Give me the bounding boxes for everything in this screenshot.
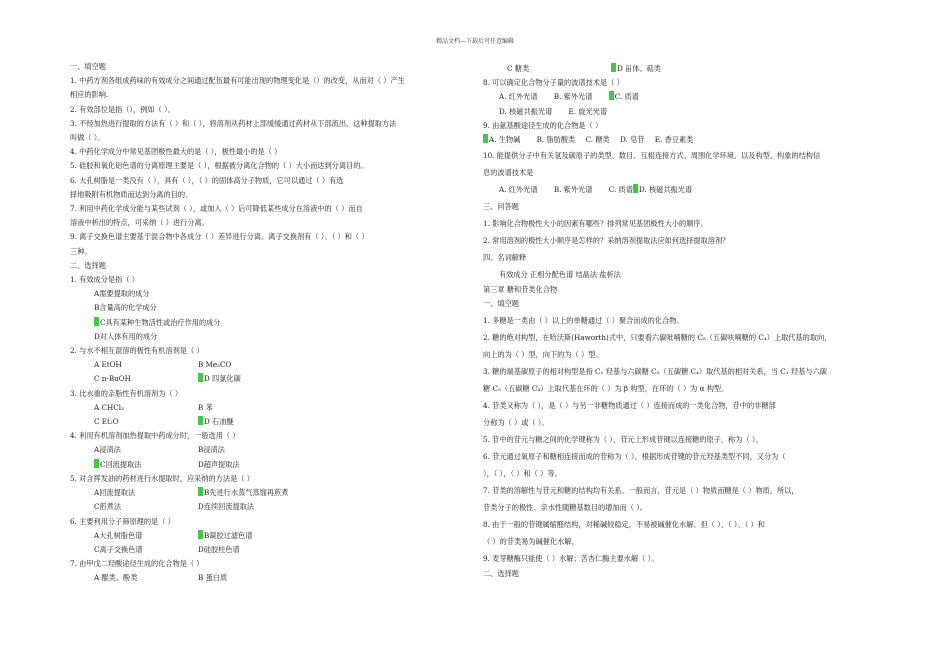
- choice-8-option-b: B. 紫外光谱: [553, 92, 593, 102]
- choice-3-option-b: B 苯: [198, 402, 213, 412]
- choice-1-option-d: D对人体有用的成分: [94, 331, 158, 341]
- option-text: B先进行水蒸气蒸馏再煎煮: [204, 488, 289, 498]
- question-1-line-1: 1. 中药方剂各组成药味的有效成分之间通过配伍最有可能出现的物理变化是（）的改变，从而对（ ）产生: [70, 76, 405, 86]
- choice-6-option-a: A大孔树脂色谱: [94, 530, 143, 540]
- question-4: 4. 中药化学成分中常见基团极性最大的是（ ），极性最小的是（ ）: [70, 147, 282, 157]
- choice-1-option-b: B含量高的化学成分: [94, 303, 157, 313]
- option-text: C回流提取法: [100, 459, 142, 469]
- ch3-question-8-line-2: （ ）的苷类易为碱催化水解。: [483, 536, 579, 546]
- chapter-3-section-choice: 二、选择题: [483, 568, 519, 578]
- choice-5-stem: 5. 对含挥发油的药材进行水提取时，应采纳的方法是（ ）: [70, 473, 254, 483]
- question-7-line-2: 溶液中析出的特点，可采纳（ ）进行分离。: [70, 218, 209, 228]
- choice-5-options-row-1: [70, 486, 468, 500]
- choice-10-stem-line-1: 10. 能提供分子中有关氢及碳原子的类型、数目、互相连接方式、周围化学环境、以及构型、构象的结构信: [483, 151, 821, 161]
- choice-4-options-row-2: [70, 458, 468, 472]
- choice-9-options: [483, 133, 883, 147]
- choice-7-stem: 7. 由甲戊二羟酸途径生成的化合物是（ ）: [70, 559, 204, 569]
- choice-10-option-a: A. 红外光谱: [499, 185, 538, 195]
- question-5: 5. 硅胶和氧化铝色谱的分离原理主要是（ ），根据被分离化合物的（ ）大小而达到分离目的。: [70, 161, 368, 171]
- choice-5-option-a: A回流提取法: [94, 488, 136, 498]
- choice-6-option-c: C离子交换色谱: [94, 544, 143, 554]
- chapter-3-title: 第三章 糖和苷类化合物: [483, 285, 558, 295]
- choice-2-option-c: C n-BuOH: [94, 374, 131, 384]
- choice-7-option-c: C 糖类: [507, 64, 530, 73]
- choice-8-option-e: E. 旋光光谱: [568, 106, 608, 116]
- ch3-question-9: 9. 麦芽糖酶只能使（ ）水解；苦杏仁酶主要水解（ ）。: [483, 553, 659, 563]
- question-6-line-1: 6. 大孔树脂是一类没有（ ），具有（ ），（ ）的固体高分子物质，它可以通过（ ）有选: [70, 175, 344, 185]
- choice-8-option-c: C. 质谱: [614, 92, 639, 102]
- choice-8-options-row-2: [483, 105, 883, 119]
- answer-highlight-icon: [483, 134, 488, 143]
- ch3-question-2-line-1: 2. 糖的绝对构型，在哈沃斯(Haworth)式中，只要看六碳吡喃糖的 C₅（五碳呋喃糖的 C₄）上取代基的取向，: [483, 332, 832, 342]
- choice-10-stem-line-2: 息的波谱技术是: [483, 168, 534, 178]
- option-text: B凝胶过滤色谱: [204, 530, 253, 540]
- answer-highlight-icon: [198, 416, 203, 425]
- answer-highlight-icon: [633, 184, 638, 193]
- choice-9-option-d: D. 皂苷: [620, 135, 645, 145]
- ch3-question-7-line-2: 苷类分子的极性、亲水性随糖基数目的增加而（ ）。: [483, 502, 647, 512]
- choice-10-options: [483, 181, 883, 198]
- choice-10-option-c: C. 质谱: [608, 185, 633, 195]
- choice-9-option-b: B. 脂肪酸类: [536, 135, 576, 145]
- choice-10-option-d: D. 核磁共振光谱: [638, 185, 693, 195]
- choice-7-option-a: A 醌类、酚类: [94, 573, 138, 583]
- option-text: D 甾体、萜类: [617, 64, 661, 73]
- choice-2-option-d: [198, 372, 378, 386]
- choice-2-options-row-2: [70, 372, 468, 386]
- question-9-line-1: 9. 离子交换色谱主要基于混合物中各成分（ ）差异进行分离。离子交换剂有（ ）、（ ）和（ ）: [70, 232, 369, 242]
- choice-1-option-a: A需要提取的成分: [94, 289, 150, 299]
- option-text: D 石油醚: [204, 417, 234, 427]
- choice-2-option-b: B Me₂CO: [198, 360, 232, 370]
- ch3-question-6-line-1: 6. 苷元通过氧原子和糖相连接而成的苷称为（ ），根据形成苷键的苷元羟基类型不同，又分为（: [483, 451, 786, 461]
- choice-2-options-row-1: [70, 358, 468, 372]
- section-title-terms: 四、名词解释: [483, 253, 527, 263]
- question-3-line-1: 3. 不经加热进行提取的方法有（ ）和（ ），将溶剂从药材上部缓缓通过药材从下部流出，这种提取方法: [70, 118, 397, 128]
- question-7-line-1: 7. 利用中药化学成分能与某些试剂（ ），或加入（ ）后可降低某些成分在溶液中的（ ）而自: [70, 204, 363, 214]
- question-9-line-2: 三种。: [70, 246, 92, 256]
- answer-highlight-icon: [611, 63, 616, 72]
- ch3-question-4-line-1: 4. 苷类又称为（ ），是（ ）与另一非糖物质通过（ ）连接而成的一类化合物，苷中的非糖部: [483, 400, 776, 410]
- question-3-line-2: 叫做（ ）。: [70, 133, 105, 143]
- choice-5-option-d: D连续回流提取法: [198, 502, 255, 512]
- choice-9-option-e: E. 香豆素类: [654, 135, 694, 145]
- choice-1-option-c: [70, 316, 468, 330]
- choice-9-stem: 9. 由氨基酸途径生成的化合物是（ ）: [483, 120, 603, 130]
- choice-6-options-row-2: [70, 543, 468, 557]
- choice-4-options-row-1: [70, 443, 468, 457]
- answer-highlight-icon: [94, 459, 99, 468]
- question-2: 2. 有效部位是指（），例如（ ）。: [70, 104, 175, 114]
- right-column: [483, 62, 883, 581]
- choice-10-option-b: B. 紫外光谱: [553, 185, 593, 195]
- choice-8-option-d: D. 核磁共振光谱: [499, 106, 553, 116]
- choice-4-option-b: B浸渍法: [198, 445, 225, 455]
- choice-4-option-d: D超声提取法: [198, 459, 240, 469]
- choice-8-option-a: A. 红外光谱: [499, 92, 538, 102]
- choice-3-options-row-2: [70, 415, 468, 429]
- choice-8-options-row-1: [483, 90, 883, 104]
- choice-2-option-a: A EtOH: [94, 360, 122, 370]
- ch3-question-4-line-2: 分称为（ ）或（ ）。: [483, 417, 549, 427]
- ch3-question-2-line-2: 向上的为（ ）型，向下的为（ ）型。: [483, 349, 603, 359]
- ch3-question-7-line-1: 7. 苷类的溶解性与苷元和糖的结构均有关系。一般而言，苷元是（ ）物质而糖是（ ）物质，所以，: [483, 485, 799, 495]
- choice-4-option-c: [70, 458, 198, 472]
- choice-5-options-row-2: [70, 500, 468, 514]
- question-6-line-2: 择地吸附有机物质而达到分离的目的。: [70, 189, 193, 199]
- chapter-3-section-fill-blank: 一、填空题: [483, 299, 519, 309]
- choice-2-stem: 2. 与水不相互混溶的极性有机溶剂是（ ）: [70, 346, 204, 356]
- page-header: 精品文档---下载后可任意编辑: [435, 38, 515, 45]
- choice-9-option-c: C. 糖类: [585, 135, 610, 145]
- choice-4-stem: 4. 利用有机溶剂加热提取中药成分时，一般选用（ ）: [70, 431, 240, 441]
- choice-6-stem: 6. 主要利用分子筛原理的是（ ）: [70, 516, 175, 526]
- ch3-question-8-line-1: 8. 由于一般的苷键属缩醛结构，对稀碱较稳定，不易被碱催化水解。但（ ）、（ ）、（ ）和: [483, 519, 765, 529]
- choice-7-option-d: [611, 62, 791, 76]
- choice-6-option-b: [198, 529, 378, 543]
- choice-3-option-a: A CHCl₃: [94, 402, 124, 412]
- answer-highlight-icon: [94, 317, 99, 326]
- choice-3-option-c: C Et₂O: [94, 417, 119, 427]
- ch3-question-6-line-2: ），（ ），（ ）和（ ）等。: [483, 468, 562, 478]
- answer-highlight-icon: [198, 530, 203, 539]
- section-title-fill-blank: 一、填空题: [70, 62, 106, 71]
- qa-1: 1. 影响化合物极性大小的因素有哪些？排列常见基团极性大小的顺序。: [483, 219, 708, 229]
- choice-7-options-row-2: [483, 62, 883, 76]
- choice-8-stem: 8. 可以确定化合物分子量的波谱技术是（ ）: [483, 78, 624, 88]
- option-text: D 四氯化碳: [204, 374, 241, 384]
- choice-4-option-a: A浸渍法: [94, 445, 121, 455]
- choice-1-stem: 1. 有效成分是指（ ）: [70, 275, 139, 285]
- answer-highlight-icon: [198, 373, 203, 382]
- choice-3-options-row-1: [70, 401, 468, 415]
- ch3-question-3-line-1: 3. 糖的端基碳原子的相对构型是指 C₁ 羟基与六碳糖 C₅（五碳糖 C₄）取代基的相对关系，当 C₁ 羟基与六碳: [483, 366, 827, 376]
- choice-7-option-b: B 蛋白质: [198, 573, 228, 583]
- choice-5-option-b: [198, 486, 378, 500]
- answer-highlight-icon: [609, 91, 614, 100]
- left-column: [70, 60, 468, 586]
- ch3-question-5: 5. 苷中的苷元与糖之间的化学键称为（ ），苷元上形成苷键以连接糖的原子，称为（ ）。: [483, 434, 763, 444]
- qa-2: 2. 常用溶剂的极性大小顺序是怎样的？采纳溶剂提取法应如何选择提取溶剂？: [483, 236, 730, 246]
- answer-highlight-icon: [198, 487, 203, 496]
- choice-6-options-row-1: [70, 529, 468, 543]
- ch3-question-1: 1. 多糖是一类由（ ）以上的单糖通过（ ）聚合而成的化合物。: [483, 315, 684, 325]
- section-title-choice: 二、选择题: [70, 260, 106, 270]
- choice-9-option-a: A. 生物碱: [489, 135, 521, 145]
- terms-list: 有效成分 正相分配色谱 结晶法 盐析法: [499, 270, 621, 280]
- choice-3-option-d: [198, 415, 378, 429]
- question-1-line-2: 相应的影响.: [70, 90, 109, 100]
- choice-7-options-row-1: [70, 571, 468, 585]
- choice-5-option-c: C煎煮法: [94, 502, 122, 512]
- choice-6-option-d: D硅胶柱色谱: [198, 544, 240, 554]
- choice-3-stem: 3. 比水重的亲脂性有机溶剂为（ ）: [70, 388, 183, 398]
- ch3-question-3-line-2: 糖 C₅（五碳糖 C₄）上取代基在环的（ ）为 β 构型，在环的（ ）为 α 构型。: [483, 383, 729, 393]
- option-text: C具有某种生物活性或治疗作用的成分: [100, 317, 221, 327]
- section-title-qa: 三、问答题: [483, 202, 519, 212]
